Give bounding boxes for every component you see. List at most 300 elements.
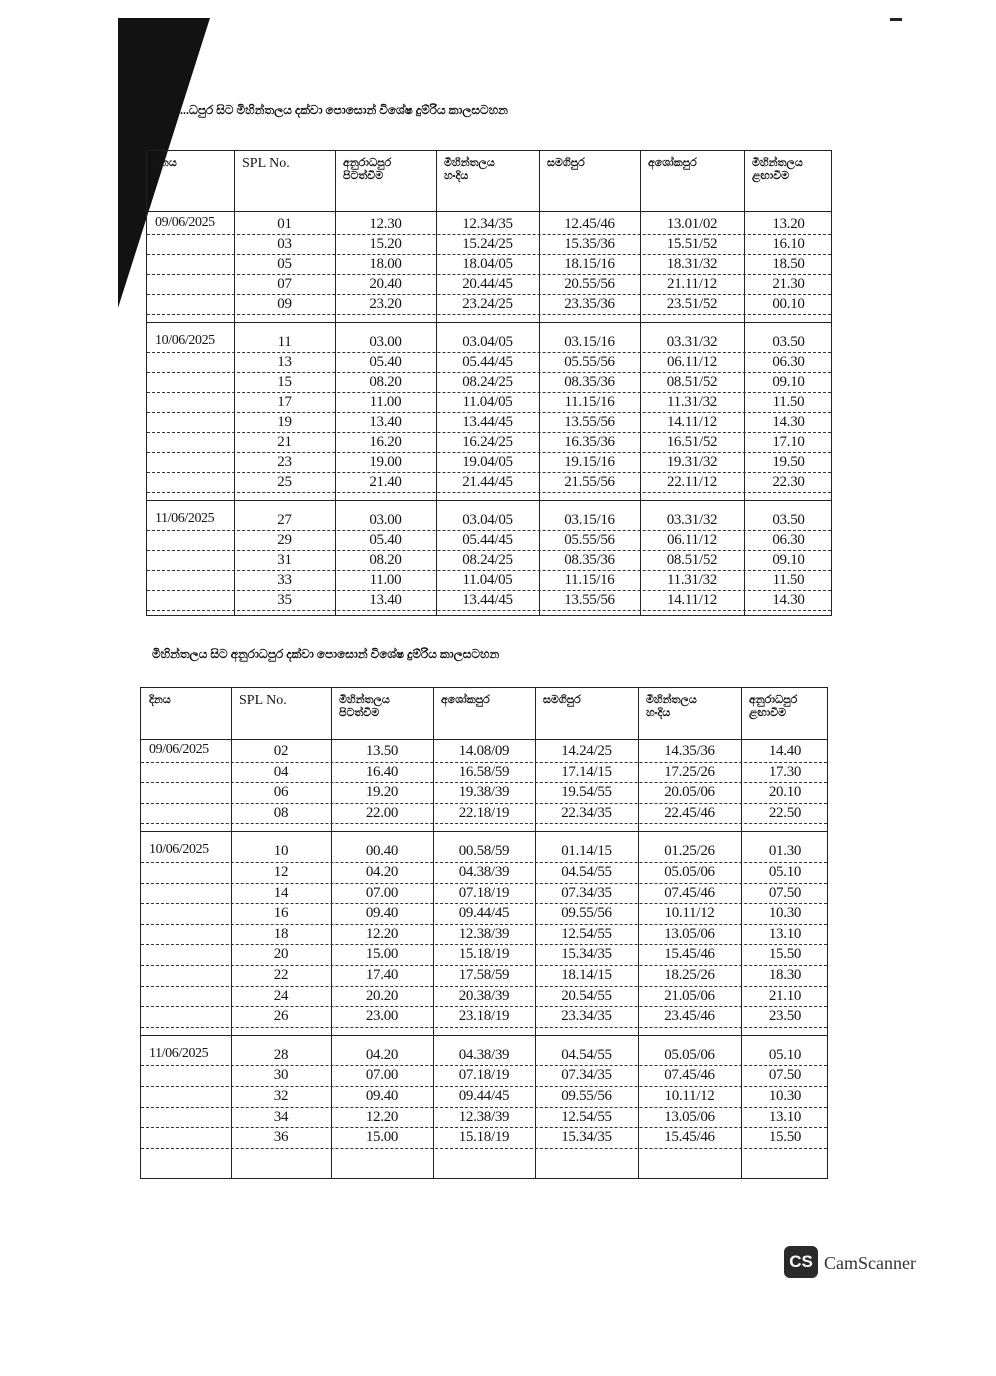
time-cell: 19.04/05	[462, 454, 513, 470]
time-cell: 15.50	[768, 1129, 802, 1146]
time-cell: 15.34/35	[561, 1129, 612, 1146]
time-cell: 13.10	[768, 925, 802, 942]
spl-number: 11	[277, 334, 292, 350]
time-cell: 12.20	[365, 925, 399, 942]
time-cell: 23.51/52	[666, 296, 718, 312]
time-cell: 08.35/36	[564, 552, 615, 568]
time-cell: 07.45/46	[664, 1067, 715, 1084]
row-rule	[147, 314, 831, 315]
table-row	[147, 353, 831, 373]
time-cell: 15.24/25	[462, 236, 513, 252]
time-cell: 18.04/05	[462, 256, 513, 272]
header-line: දිනය	[155, 157, 177, 169]
time-cell: 21.55/56	[564, 474, 615, 490]
spl-number: 14	[273, 884, 289, 901]
time-cell: 00.58/59	[458, 843, 510, 860]
time-cell: 15.00	[365, 1129, 399, 1146]
time-cell: 13.01/02	[666, 216, 718, 232]
table-row	[141, 1046, 827, 1067]
time-cell: 07.45/46	[664, 884, 715, 901]
time-cell: 20.05/06	[664, 784, 715, 801]
time-cell: 05.40	[369, 354, 402, 370]
spl-number: 15	[277, 374, 292, 390]
spl-number: 07	[277, 276, 292, 292]
scan-mark	[890, 18, 902, 21]
group-date: 11/06/2025	[149, 1045, 209, 1061]
header-line: SPL No.	[239, 693, 287, 708]
spl-number: 25	[277, 474, 292, 490]
time-cell: 10.30	[768, 1088, 802, 1104]
time-cell: 18.50	[772, 256, 805, 272]
time-cell: 12.20	[365, 1108, 399, 1125]
time-cell: 20.20	[365, 987, 399, 1004]
time-cell: 23.50	[768, 1008, 802, 1025]
time-cell: 12.34/35	[462, 216, 513, 232]
table-row	[147, 393, 831, 413]
row-rule	[141, 823, 827, 824]
spl-number: 36	[273, 1129, 289, 1146]
time-cell: 19.15/16	[564, 454, 615, 470]
time-cell: 11.31/32	[667, 394, 717, 410]
header-spl-no	[242, 157, 331, 170]
header-line: මිහින්තලය	[646, 694, 697, 706]
header-line: සමගිපුර	[543, 694, 581, 706]
time-cell: 21.30	[772, 276, 805, 292]
time-cell: 08.35/36	[564, 374, 615, 390]
time-cell: 04.38/39	[458, 1046, 510, 1063]
time-cell: 06.11/12	[667, 354, 717, 370]
group-date: 09/06/2025	[149, 742, 209, 757]
table-row	[147, 295, 831, 315]
time-cell: 20.10	[768, 784, 802, 801]
table-row	[147, 255, 831, 275]
table-row	[141, 987, 827, 1008]
time-cell: 05.40	[369, 532, 402, 548]
time-cell: 13.50	[365, 743, 399, 759]
time-cell: 05.05/06	[664, 864, 715, 880]
spl-number: 22	[273, 967, 289, 983]
time-cell: 08.24/25	[462, 374, 513, 390]
spl-number: 20	[273, 946, 289, 963]
time-cell: 00.10	[772, 296, 805, 312]
time-cell: 18.31/32	[666, 256, 718, 272]
spl-number: 16	[273, 905, 289, 922]
table-row	[141, 904, 827, 925]
time-cell: 12.38/39	[458, 925, 510, 942]
schedule-table-anuradhapura-to-mihintale	[146, 150, 832, 616]
row-rule	[147, 610, 831, 611]
time-cell: 14.30	[772, 414, 805, 430]
header-date	[155, 157, 230, 170]
spl-number: 26	[273, 1008, 289, 1025]
time-cell: 03.50	[772, 334, 805, 350]
spl-number: 12	[273, 864, 289, 880]
time-cell: 20.44/45	[462, 276, 513, 292]
time-cell: 23.34/35	[561, 1008, 612, 1025]
header-col6	[646, 694, 737, 720]
time-cell: 04.54/55	[561, 864, 612, 880]
time-cell: 23.35/36	[564, 296, 615, 312]
time-cell: 13.44/45	[462, 414, 513, 430]
table-row	[141, 966, 827, 987]
time-cell: 04.38/39	[458, 864, 510, 880]
time-cell: 23.20	[369, 296, 402, 312]
time-cell: 11.00	[369, 572, 402, 588]
time-cell: 09.44/45	[458, 1088, 510, 1104]
table2-title: මිහින්තලය සිට අනුරාධපුර දක්වා පොසොන් විශේෂ දුම්රිය කාලසටහන	[152, 647, 500, 661]
time-cell: 13.40	[369, 592, 402, 608]
time-cell: 09.55/56	[561, 905, 612, 922]
time-cell: 09.10	[772, 374, 805, 390]
time-cell: 17.30	[768, 763, 802, 780]
group-separator	[141, 1035, 827, 1036]
time-cell: 09.44/45	[458, 905, 510, 922]
table-row	[141, 763, 827, 784]
time-cell: 05.10	[768, 864, 802, 880]
time-cell: 06.11/12	[667, 532, 717, 548]
header-bottom-rule	[147, 211, 831, 212]
time-cell: 19.31/32	[666, 454, 718, 470]
time-cell: 11.50	[772, 394, 805, 410]
time-cell: 09.40	[365, 905, 399, 922]
time-cell: 05.55/56	[564, 354, 615, 370]
time-cell: 06.30	[772, 532, 805, 548]
time-cell: 20.40	[369, 276, 402, 292]
spl-number: 09	[277, 296, 292, 312]
header-line: අනුරාධපුර	[343, 157, 392, 169]
time-cell: 05.44/45	[462, 354, 513, 370]
header-line: මිහින්තලය	[752, 157, 803, 169]
group-date: 11/06/2025	[155, 511, 215, 526]
time-cell: 15.51/52	[666, 236, 718, 252]
time-cell: 13.10	[768, 1108, 802, 1125]
time-cell: 11.31/32	[667, 572, 717, 588]
time-cell: 03.31/32	[666, 512, 718, 528]
time-cell: 20.38/39	[458, 987, 510, 1004]
header-line: ළඟාවීම	[752, 170, 790, 182]
spl-number: 19	[277, 414, 292, 430]
time-cell: 21.05/06	[664, 987, 715, 1004]
time-cell: 09.10	[772, 552, 805, 568]
time-cell: 19.54/55	[561, 784, 612, 801]
time-cell: 12.54/55	[561, 1108, 612, 1125]
time-cell: 19.50	[772, 454, 805, 470]
spl-number: 32	[273, 1088, 289, 1104]
time-cell: 13.44/45	[462, 592, 513, 608]
time-cell: 00.40	[365, 843, 399, 860]
spl-number: 35	[277, 592, 292, 608]
time-cell: 22.00	[365, 804, 399, 821]
time-cell: 12.54/55	[561, 925, 612, 942]
table-row	[147, 511, 831, 531]
table-row	[141, 842, 827, 863]
spl-number: 31	[277, 552, 292, 568]
time-cell: 10.11/12	[664, 1088, 715, 1104]
time-cell: 03.31/32	[666, 334, 718, 350]
time-cell: 15.50	[768, 946, 802, 963]
time-cell: 03.00	[369, 512, 402, 528]
header-line: අශෝකපුර	[648, 157, 697, 169]
time-cell: 07.18/19	[458, 884, 510, 901]
time-cell: 03.15/16	[564, 512, 615, 528]
time-cell: 19.00	[369, 454, 402, 470]
time-cell: 13.20	[772, 216, 805, 232]
table-row	[147, 215, 831, 235]
header-spl-no	[239, 694, 327, 707]
time-cell: 14.24/25	[561, 743, 612, 759]
time-cell: 15.34/35	[561, 946, 612, 963]
time-cell: 07.00	[365, 1067, 399, 1084]
header-line: හංදිය	[646, 707, 671, 719]
group-date: 10/06/2025	[149, 842, 209, 858]
spl-number: 28	[273, 1046, 289, 1063]
time-cell: 15.35/36	[564, 236, 615, 252]
group-separator	[147, 322, 831, 323]
time-cell: 15.45/46	[664, 946, 715, 963]
time-cell: 05.10	[768, 1046, 802, 1063]
time-cell: 07.18/19	[458, 1067, 510, 1084]
header-col7	[749, 694, 825, 720]
table-row	[141, 1007, 827, 1028]
time-cell: 12.38/39	[458, 1108, 510, 1125]
time-cell: 20.54/55	[561, 987, 612, 1004]
time-cell: 12.45/46	[564, 216, 615, 232]
time-cell: 12.30	[369, 216, 402, 232]
header-line: SPL No.	[242, 156, 290, 171]
header-col4	[441, 694, 531, 707]
time-cell: 18.14/15	[561, 967, 612, 983]
time-cell: 09.40	[365, 1088, 399, 1104]
time-cell: 22.30	[772, 474, 805, 490]
time-cell: 07.50	[768, 884, 802, 901]
time-cell: 08.24/25	[462, 552, 513, 568]
spl-number: 06	[273, 784, 289, 801]
spl-number: 13	[277, 354, 292, 370]
time-cell: 15.45/46	[664, 1129, 715, 1146]
time-cell: 09.55/56	[561, 1088, 612, 1104]
table-row	[147, 433, 831, 453]
spl-number: 27	[277, 512, 292, 528]
time-cell: 06.30	[772, 354, 805, 370]
header-bottom-rule	[141, 739, 827, 740]
table-row	[141, 1108, 827, 1129]
table-row	[147, 333, 831, 353]
spl-number: 21	[277, 434, 292, 450]
table-row	[141, 945, 827, 966]
header-col5	[547, 157, 636, 170]
time-cell: 07.34/35	[561, 1067, 612, 1084]
time-cell: 11.00	[369, 394, 402, 410]
table-row	[147, 373, 831, 393]
group-date: 10/06/2025	[155, 333, 215, 348]
time-cell: 23.18/19	[458, 1008, 510, 1025]
time-cell: 07.00	[365, 884, 399, 901]
time-cell: 15.18/19	[458, 1129, 510, 1146]
time-cell: 17.14/15	[561, 763, 612, 780]
time-cell: 14.40	[768, 743, 802, 759]
group-date: 09/06/2025	[155, 215, 215, 230]
table-row	[141, 804, 827, 825]
time-cell: 17.10	[772, 434, 805, 450]
table-row	[147, 473, 831, 493]
header-line: මිහින්තලය	[339, 694, 390, 706]
spl-number: 05	[277, 256, 292, 272]
time-cell: 15.18/19	[458, 946, 510, 963]
time-cell: 22.11/12	[667, 474, 717, 490]
spl-number: 33	[277, 572, 292, 588]
header-col6	[648, 157, 740, 170]
time-cell: 18.15/16	[564, 256, 615, 272]
camscanner-logo: CS	[784, 1246, 818, 1278]
time-cell: 21.40	[369, 474, 402, 490]
time-cell: 22.45/46	[664, 804, 715, 821]
spl-number: 34	[273, 1108, 289, 1125]
row-rule	[141, 1027, 827, 1028]
time-cell: 23.24/25	[462, 296, 513, 312]
header-col4	[444, 157, 535, 183]
spl-number: 24	[273, 987, 289, 1004]
spl-number: 17	[277, 394, 292, 410]
header-col3	[339, 694, 429, 720]
spl-number: 04	[273, 763, 289, 780]
time-cell: 15.20	[369, 236, 402, 252]
table-row	[141, 1066, 827, 1087]
time-cell: 22.50	[768, 804, 802, 821]
time-cell: 16.10	[772, 236, 805, 252]
time-cell: 11.04/05	[462, 394, 513, 410]
header-line: පිටත්වීම	[339, 707, 380, 719]
time-cell: 16.58/59	[458, 763, 510, 780]
spl-number: 30	[273, 1067, 289, 1084]
time-cell: 18.30	[768, 967, 802, 983]
time-cell: 23.00	[365, 1008, 399, 1025]
time-cell: 14.08/09	[458, 743, 510, 759]
time-cell: 07.50	[768, 1067, 802, 1084]
time-cell: 21.44/45	[462, 474, 513, 490]
time-cell: 01.14/15	[561, 843, 612, 860]
table-row	[141, 884, 827, 905]
time-cell: 13.40	[369, 414, 402, 430]
time-cell: 14.11/12	[667, 592, 717, 608]
time-cell: 17.25/26	[664, 763, 715, 780]
time-cell: 04.20	[365, 1046, 399, 1063]
time-cell: 19.20	[365, 784, 399, 801]
table-row	[147, 413, 831, 433]
time-cell: 11.04/05	[462, 572, 513, 588]
time-cell: 04.54/55	[561, 1046, 612, 1063]
time-cell: 05.44/45	[462, 532, 513, 548]
time-cell: 17.40	[365, 967, 399, 983]
time-cell: 08.51/52	[666, 374, 718, 390]
spl-number: 18	[273, 925, 289, 942]
time-cell: 10.30	[768, 905, 802, 922]
time-cell: 18.00	[369, 256, 402, 272]
time-cell: 22.18/19	[458, 804, 510, 821]
time-cell: 15.00	[365, 946, 399, 963]
time-cell: 20.55/56	[564, 276, 615, 292]
header-line: පිටත්වීම	[343, 170, 384, 182]
time-cell: 14.35/36	[664, 743, 715, 759]
time-cell: 16.40	[365, 763, 399, 780]
table-row	[147, 531, 831, 551]
time-cell: 05.55/56	[564, 532, 615, 548]
time-cell: 13.55/56	[564, 414, 615, 430]
table-row	[141, 925, 827, 946]
time-cell: 16.35/36	[564, 434, 615, 450]
time-cell: 03.04/05	[462, 334, 513, 350]
table-row	[147, 275, 831, 295]
time-cell: 14.11/12	[667, 414, 717, 430]
table-row	[141, 863, 827, 884]
time-cell: 17.58/59	[458, 967, 510, 983]
group-separator	[141, 831, 827, 832]
time-cell: 19.38/39	[458, 784, 510, 801]
spl-number: 03	[277, 236, 292, 252]
camscanner-watermark: CamScanner	[824, 1253, 916, 1273]
spl-number: 01	[277, 216, 292, 232]
header-line: දිනය	[149, 694, 171, 706]
spl-number: 29	[277, 532, 292, 548]
time-cell: 16.24/25	[462, 434, 513, 450]
spl-number: 23	[277, 454, 292, 470]
table-row	[147, 551, 831, 571]
time-cell: 03.50	[772, 512, 805, 528]
time-cell: 01.30	[768, 843, 802, 860]
header-line: සමගිපුර	[547, 157, 585, 169]
time-cell: 21.11/12	[667, 276, 717, 292]
time-cell: 14.30	[772, 592, 805, 608]
time-cell: 23.45/46	[664, 1008, 715, 1025]
spl-number: 02	[273, 743, 289, 759]
table-row	[141, 742, 827, 763]
time-cell: 11.50	[772, 572, 805, 588]
spl-number: 08	[273, 804, 289, 821]
header-line: අශෝකපුර	[441, 694, 490, 706]
time-cell: 13.05/06	[664, 925, 715, 942]
header-col7	[752, 157, 829, 183]
time-cell: 11.15/16	[564, 394, 615, 410]
time-cell: 13.55/56	[564, 592, 615, 608]
header-col3	[343, 157, 432, 183]
table-row	[147, 591, 831, 611]
time-cell: 03.00	[369, 334, 402, 350]
table1-title: ...ධපුර සිට මිහින්තලය දක්වා පොසොන් විශේෂ දුම්රිය කාලසටහන	[180, 103, 508, 117]
time-cell: 07.34/35	[561, 884, 612, 901]
table-row	[147, 571, 831, 591]
time-cell: 16.20	[369, 434, 402, 450]
time-cell: 03.15/16	[564, 334, 615, 350]
time-cell: 08.20	[369, 374, 402, 390]
time-cell: 21.10	[768, 987, 802, 1004]
table-row	[147, 235, 831, 255]
header-col5	[543, 694, 634, 707]
table-row	[141, 1128, 827, 1149]
time-cell: 01.25/26	[664, 843, 715, 860]
time-cell: 03.04/05	[462, 512, 513, 528]
time-cell: 04.20	[365, 864, 399, 880]
time-cell: 10.11/12	[664, 905, 715, 922]
time-cell: 16.51/52	[666, 434, 718, 450]
table-row	[141, 783, 827, 804]
header-line: ළඟාවීම	[749, 707, 787, 719]
table-row	[141, 1087, 827, 1108]
time-cell: 13.05/06	[664, 1108, 715, 1125]
header-line: අනුරාධපුර	[749, 694, 798, 706]
group-separator	[147, 500, 831, 501]
time-cell: 22.34/35	[561, 804, 612, 821]
header-line: මිහින්තලය	[444, 157, 495, 169]
time-cell: 08.20	[369, 552, 402, 568]
